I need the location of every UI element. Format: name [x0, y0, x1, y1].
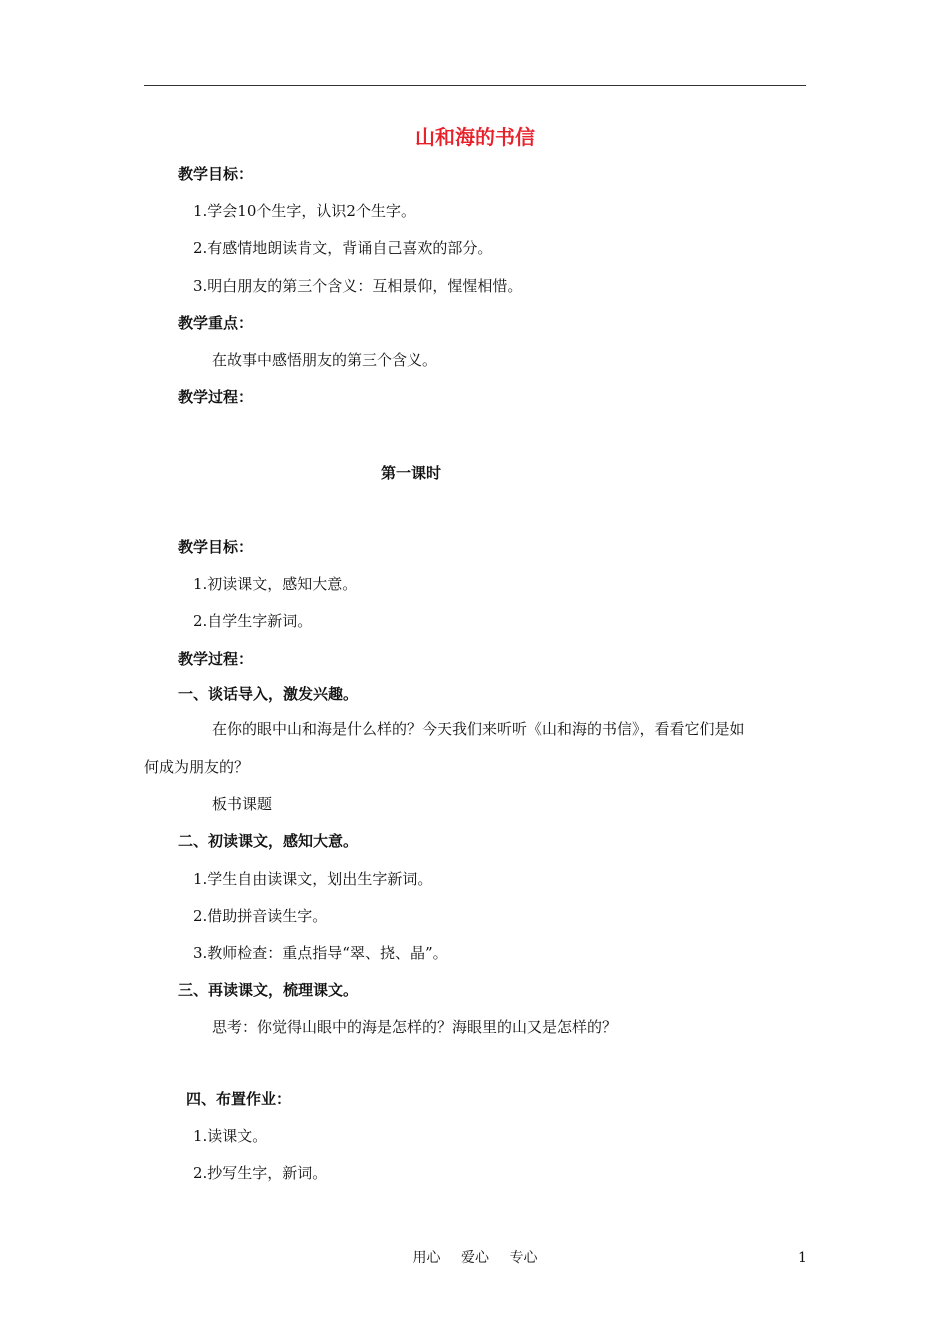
section1-heading: 一、谈话导入，激发兴趣。: [178, 685, 359, 703]
key-heading: 教学重点：: [178, 314, 254, 332]
goals-heading: 教学目标：: [178, 165, 254, 183]
section4-item-2: 2.抄写生字，新词。: [193, 1164, 328, 1182]
section2-item-3: 3.教师检查：重点指导“翠、挠、晶”。: [193, 944, 448, 962]
page-number: 1: [798, 1250, 807, 1266]
section3-text: 思考：你觉得山眼中的海是怎样的？海眼里的山又是怎样的？: [212, 1018, 618, 1036]
lesson-process-heading: 教学过程：: [178, 650, 254, 668]
section1-text-line1: 在你的眼中山和海是什么样的？今天我们来听听《山和海的书信》，看看它们是如: [212, 720, 745, 738]
section2-item-1: 1.学生自由读课文，划出生字新词。: [193, 870, 433, 888]
section4-heading: 四、布置作业：: [186, 1090, 292, 1108]
lesson-goal-item-2: 2.自学生字新词。: [193, 612, 313, 630]
header-rule: [144, 85, 806, 86]
section1-board: 板书课题: [212, 795, 273, 813]
process-heading: 教学过程：: [178, 388, 254, 406]
section2-item-2: 2.借助拼音读生字。: [193, 907, 328, 925]
footer-motto-3: 专心: [509, 1250, 538, 1266]
document-title: 山和海的书信: [415, 125, 535, 149]
goal-item-2: 2.有感情地朗读肯文，背诵自己喜欢的部分。: [193, 239, 493, 257]
key-text: 在故事中感悟朋友的第三个含义。: [212, 351, 438, 369]
page-footer: [0, 1249, 950, 1267]
footer-motto-2: 爱心: [461, 1250, 489, 1266]
footer-motto-1: 用心: [412, 1250, 441, 1266]
goal-item-1: 1.学会10个生字，认识2个生字。: [193, 202, 416, 220]
lesson-title: 第一课时: [380, 464, 441, 482]
section1-text-line2: 何成为朋友的？: [144, 758, 250, 776]
section3-heading: 三、再读课文，梳理课文。: [178, 981, 359, 999]
goal-item-3: 3.明白朋友的第三个含义：互相景仰，惺惺相惜。: [193, 277, 523, 295]
section2-heading: 二、初读课文，感知大意。: [178, 832, 359, 850]
section4-item-1: 1.读课文。: [193, 1127, 268, 1145]
lesson-goals-heading: 教学目标：: [178, 538, 254, 556]
lesson-goal-item-1: 1.初读课文，感知大意。: [193, 575, 358, 593]
